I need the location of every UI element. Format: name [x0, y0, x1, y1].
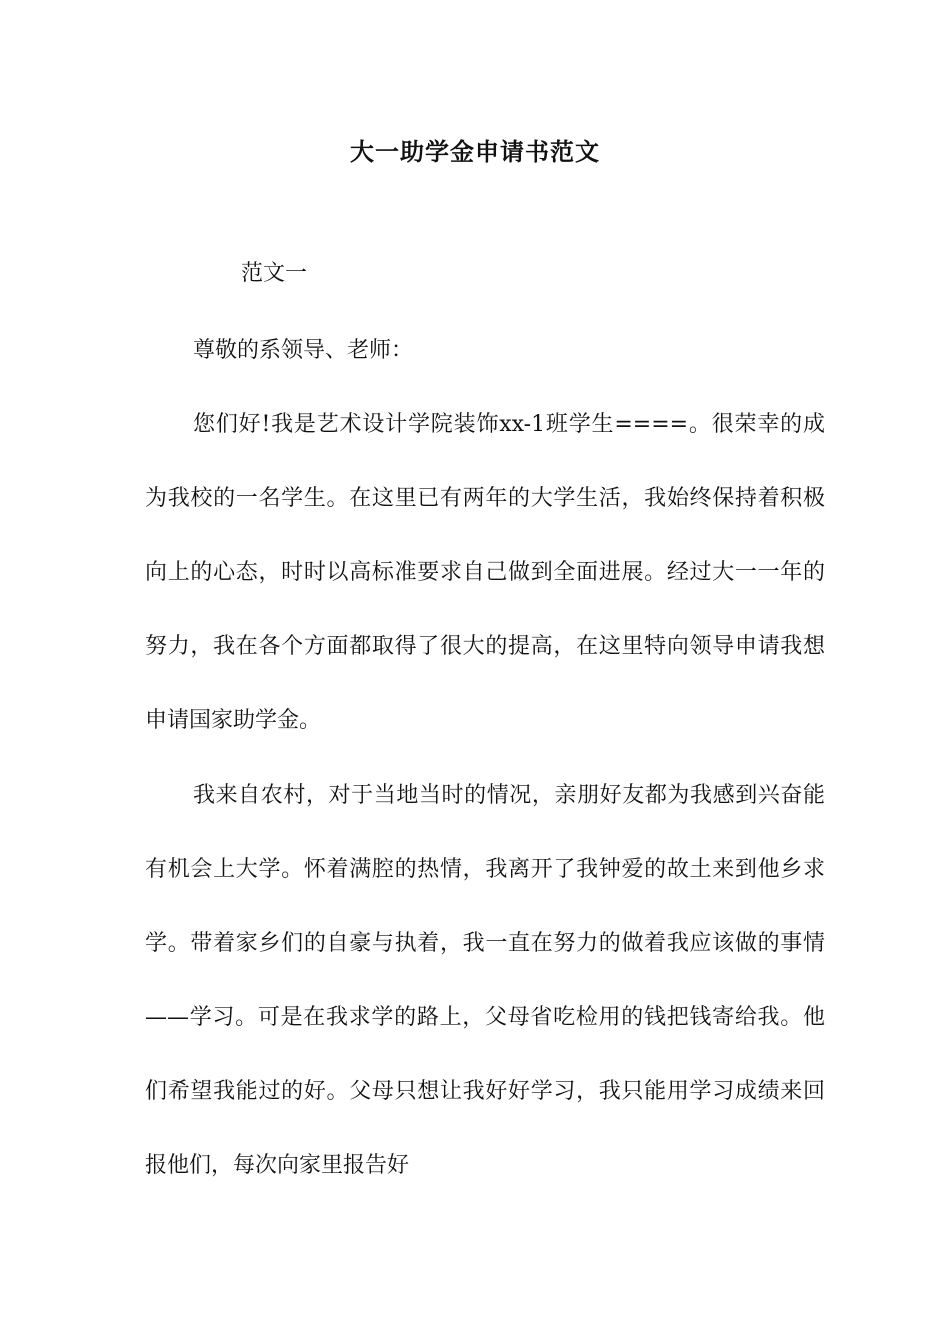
body-paragraph: 您们好!我是艺术设计学院装饰xx-1班学生====。很荣幸的成为我校的一名学生。在这里已有两年的大学生活，我始终保持着积极向上的心态，时时以高标准要求自己做到全面进展。经过大一一年的努力，我在各个方面都取得了很大的提高，在这里特向领导申请我想申请国家助学金。	[145, 412, 825, 733]
salutation: 尊敬的系领导、老师：	[193, 338, 414, 363]
document-title: 大一助学金申请书范文	[350, 137, 600, 166]
section-label: 范文一	[241, 261, 308, 286]
body-paragraph: 我来自农村，对于当地当时的情况，亲朋好友都为我感到兴奋能有机会上大学。怀着满腔的热情，我离开了我钟爱的故土来到他乡求学。带着家乡们的自豪与执着，我一直在努力的做着我应该做的事情——学习。可是在我求学的路上，父母省吃检用的钱把钱寄给我。他们希望我能过的好。父母只想让我好好学习，我只能用学习成绩来回报他们，每次向家里报告好	[145, 783, 825, 1178]
